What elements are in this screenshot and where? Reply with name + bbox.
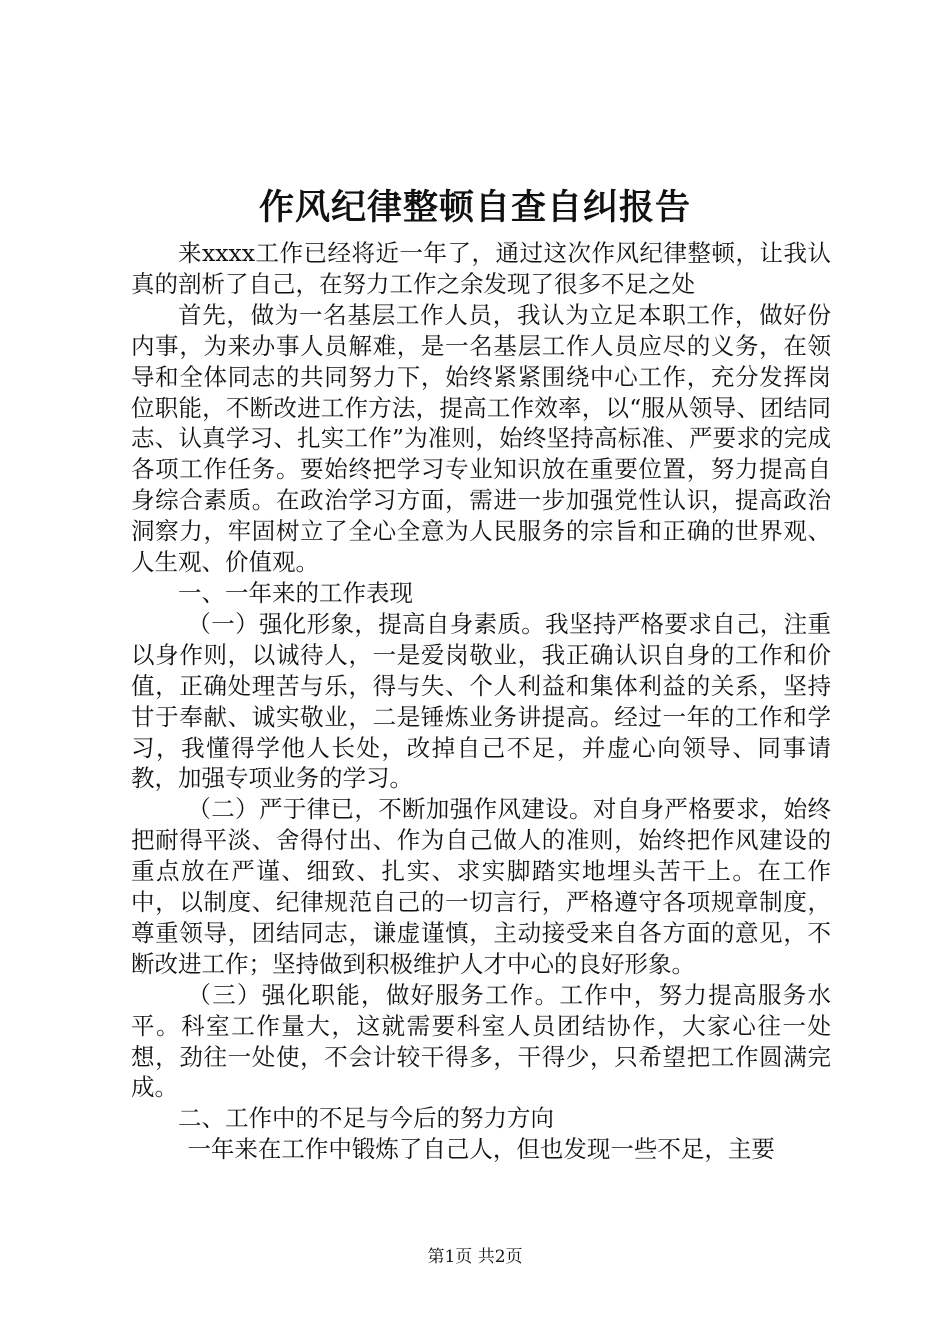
paragraph-first: 首先，做为一名基层工作人员，我认为立足本职工作，做好份内事，为来办事人员解难，是一名基层工作人员应尽的义务，在领导和全体同志的共同努力下，始终紧紧围绕中心工作，充分发挥岗位职能，不断改进工作方法，提高工作效率，以“服从领导、团结同志、认真学习、扎实工作”为准则，始终坚持高标准、严要求的完成各项工作任务。要始终把学习专业知识放在重要位置，努力提高自身综合素质。在政治学习方面，需进一步加强党性认识，提高政治洞察力，牢固树立了全心全意为人民服务的宗旨和正确的世界观、人生观、价值观。 xyxy=(131,300,831,577)
paragraph-shortcomings: 一年来在工作中锻炼了自己人，但也发现一些不足，主要 xyxy=(187,1135,775,1164)
section-heading-2: 二、工作中的不足与今后的努力方向 xyxy=(178,1104,554,1133)
section-heading-1: 一、一年来的工作表现 xyxy=(178,578,413,607)
paragraph-intro: 来xxxx工作已经将近一年了，通过这次作风纪律整顿，让我认真的剖析了自己，在努力工作之余发现了很多不足之处 xyxy=(131,239,831,298)
paragraph-item-3: （三）强化职能，做好服务工作。工作中，努力提高服务水平。科室工作量大，这就需要科室人员团结协作，大家心往一处想，劲往一处使，不会计较干得多，干得少，只希望把工作圆满完成。 xyxy=(131,980,831,1102)
paragraph-item-2: （二）严于律已，不断加强作风建设。对自身严格要求，始终把耐得平淡、舍得付出、作为自己做人的准则，始终把作风建设的重点放在严谨、细致、扎实、求实脚踏实地埋头苦干上。在工作中，以制度、纪律规范自己的一切言行，严格遵守各项规章制度，尊重领导，团结同志，谦虚谨慎，主动接受来自各方面的意见，不断改进工作；坚持做到积极维护人才中心的良好形象。 xyxy=(131,795,831,978)
document-body xyxy=(131,238,831,1165)
document-title: 作风纪律整顿自查自纠报告 xyxy=(258,187,691,228)
page-footer: 第1页 共2页 xyxy=(427,1247,523,1267)
paragraph-item-1: （一）强化形象，提高自身素质。我坚持严格要求自己，注重以身作则，以诚待人，一是爱岗敬业，我正确认识自身的工作和价值，正确处理苦与乐，得与失、个人利益和集体利益的关系，坚持甘于奉献、诚实敬业，二是锤炼业务讲提高。经过一年的工作和学习，我懂得学他人长处，改掉自己不足，并虚心向领导、同事请教，加强专项业务的学习。 xyxy=(131,609,831,793)
